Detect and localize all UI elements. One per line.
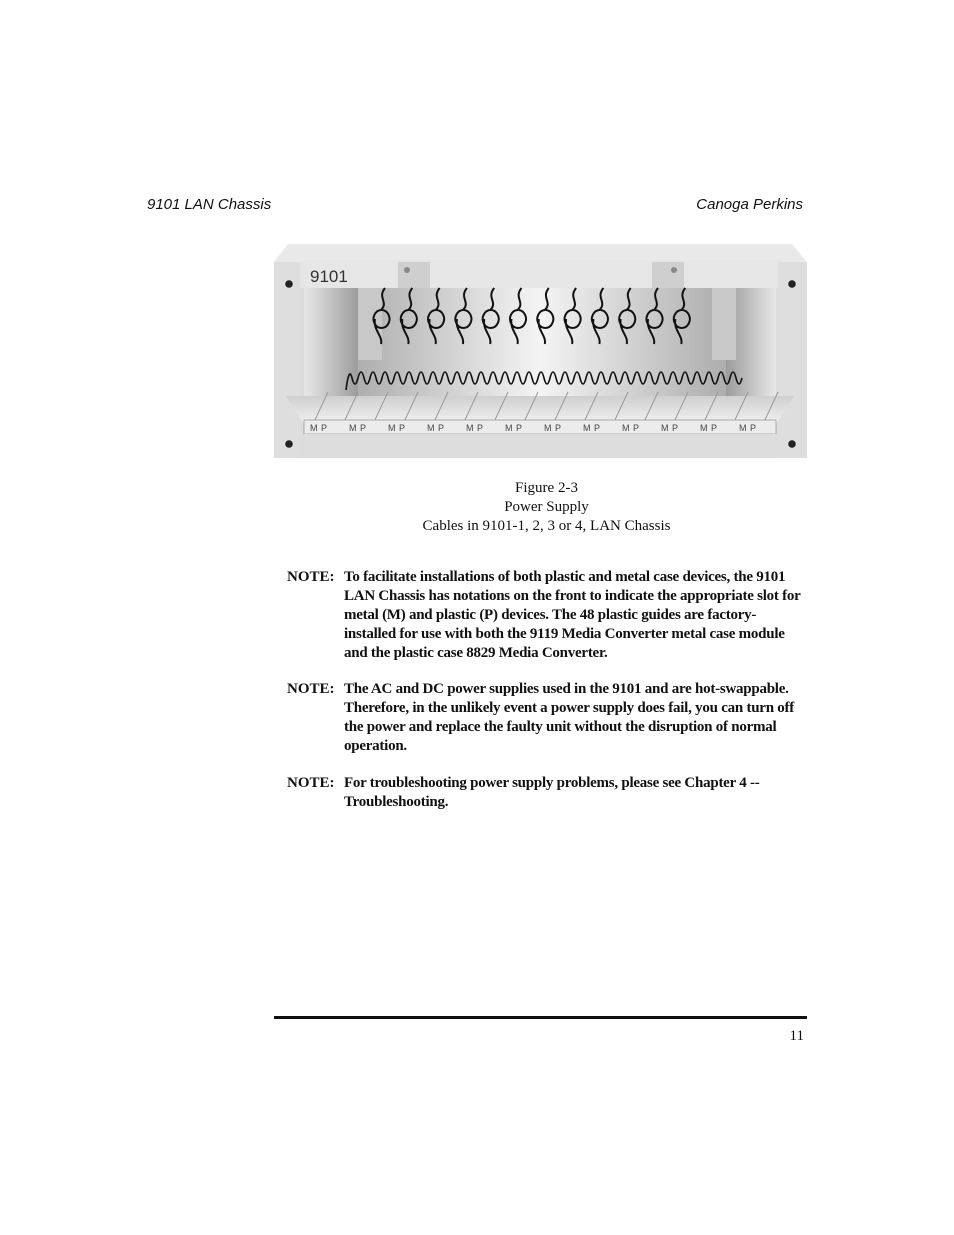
slot-label: P <box>633 423 640 433</box>
slot-label: M <box>466 423 474 433</box>
note-text: To facilitate installations of both plastic and metal case devices, the 9101 LAN Chassis has notations on the front to indicate the appropriate slot for metal (M) and plastic (P) devices. The 48 plastic guides are factory-installed for use with both the 9119 Media Converter metal case module and the plastic case 8829 Media Converter. <box>344 569 801 661</box>
model-label <box>310 267 348 286</box>
note-plastic-metal-guides <box>287 568 807 663</box>
slot-label: M <box>427 423 435 433</box>
slot-label: M <box>505 423 513 433</box>
note-label: NOTE: <box>287 775 335 791</box>
footer-rule <box>274 1016 807 1019</box>
slot-label: P <box>321 423 328 433</box>
slot-label: P <box>477 423 484 433</box>
slot-label: P <box>594 423 601 433</box>
slot-label: M <box>739 423 747 433</box>
note-troubleshooting <box>287 774 807 812</box>
slot-label: P <box>399 423 406 433</box>
svg-text:9101: 9101 <box>310 267 348 286</box>
running-header-title: 9101 LAN Chassis <box>147 196 272 213</box>
slot-label: P <box>516 423 523 433</box>
figure-title: Power Supply <box>504 499 589 515</box>
note-label: NOTE: <box>287 681 335 697</box>
page-number: 11 <box>789 1028 804 1044</box>
slot-label: P <box>438 423 445 433</box>
slot-label: P <box>555 423 562 433</box>
slot-label: P <box>672 423 679 433</box>
slot-label: P <box>750 423 757 433</box>
chassis-illustration <box>274 244 807 458</box>
slot-label: P <box>360 423 367 433</box>
slot-label: M <box>310 423 318 433</box>
slot-label: M <box>583 423 591 433</box>
slot-label: P <box>711 423 718 433</box>
slot-label: M <box>388 423 396 433</box>
note-hot-swappable <box>287 680 807 756</box>
running-header-company: Canoga Perkins <box>696 196 803 213</box>
note-text: The AC and DC power supplies used in the 9101 and are hot-swappable. Therefore, in the unlikely event a power supply does fail, you can turn off the power and replace the faulty unit without the disruption of normal operation. <box>344 681 795 754</box>
figure-subtitle: Cables in 9101-1, 2, 3 or 4, LAN Chassis <box>422 518 671 534</box>
slot-label: M <box>544 423 552 433</box>
note-label: NOTE: <box>287 569 335 585</box>
slot-label: M <box>700 423 708 433</box>
slot-label: M <box>661 423 669 433</box>
note-text: For troubleshooting power supply problems, please see Chapter 4 -- Troubleshooting. <box>344 775 760 810</box>
slot-label: M <box>349 423 357 433</box>
figure-number: Figure 2-3 <box>515 480 578 496</box>
slot-label: M <box>622 423 630 433</box>
